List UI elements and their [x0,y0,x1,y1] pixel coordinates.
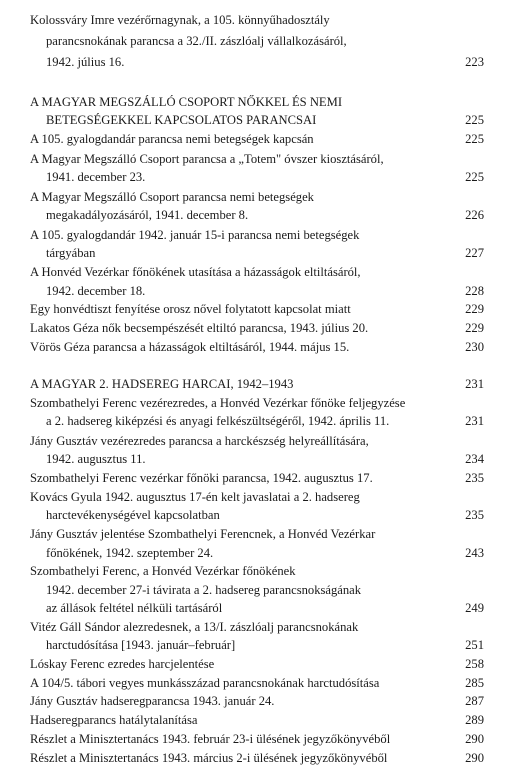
toc-page-number: 290 [465,732,484,746]
toc-entry-text: Egy honvédtiszt fenyítése orosz nővel folytatott kapcsolat miatt [30,302,351,316]
toc-page-number: 290 [465,751,484,765]
toc-entry-text: Kovács Gyula 1942. augusztus 17-én kelt javaslatai a 2. hadsereg [30,490,360,504]
toc-entry-text: az állások feltétel nélküli tartásáról [46,601,223,615]
toc-entry-continuation [0,54,508,70]
toc-entry-text: Részlet a Minisztertanács 1943. február 23-i ülésének jegyzőkönyvéből [30,732,391,746]
toc-entry-text: A Magyar Megszálló Csoport parancsa a „Totem" óvszer kiosztásáról, [30,152,384,166]
toc-entry-text: Részlet a Minisztertanács 1943. március 2-i ülésének jegyzőkönyvéből [30,751,388,765]
section-heading-text: A MAGYAR MEGSZÁLLÓ CSOPORT NŐKKEL ÉS NEMI [30,95,343,109]
section-heading [0,94,508,110]
toc-entry-text: A 105. gyalogdandár 1942. január 15-i parancsa nemi betegségek [30,228,360,242]
toc-entry-continuation [0,582,508,598]
toc-entry-text: Jány Gusztáv jelentése Szombathelyi Ferencnek, a Honvéd Vezérkar [30,527,376,541]
toc-entry-text: 1942. december 27-i távirata a 2. hadsereg parancsnokságának [46,583,362,597]
toc-page-number: 223 [465,55,484,69]
toc-entry-continuation [0,637,508,653]
toc-entry [0,526,508,542]
toc-entry-text: Vitéz Gáll Sándor alezredesnek, a 13/I. zászlóalj parancsnokának [30,620,359,634]
toc-page-number: 229 [465,321,484,335]
toc-entry-text: főnökének, 1942. szeptember 24. [46,546,214,560]
toc-entry-text: Vörös Géza parancsa a házasságok eltiltásáról, 1944. május 15. [30,340,350,354]
toc-entry-continuation [0,169,508,185]
toc-page-number: 234 [465,452,484,466]
toc-entry [0,12,508,28]
toc-entry [0,189,508,205]
toc-page-number: 228 [465,284,484,298]
toc-entry-text: harctevékenységével kapcsolatban [46,508,220,522]
toc-page-number: 231 [465,414,484,428]
toc-entry [0,433,508,449]
toc-entry [0,470,508,486]
toc-page-number: 235 [465,508,484,522]
toc-entry-continuation [0,600,508,616]
toc-entry [0,619,508,635]
toc-page-number: 251 [465,638,484,652]
toc-entry-text: Jány Gusztáv vezérezredes parancsa a harckészség helyreállítására, [30,434,369,448]
toc-entry [0,563,508,579]
toc-entry-text: 1942. július 16. [46,55,125,69]
toc-page-number: 231 [465,377,484,391]
toc-entry-text: 1941. december 23. [46,170,146,184]
toc-page-number: 289 [465,713,484,727]
toc-entry-text: A Magyar Megszálló Csoport parancsa nemi betegségek [30,190,314,204]
toc-entry [0,489,508,505]
toc-entry-text: A 105. gyalogdandár parancsa nemi betegségek kapcsán [30,132,314,146]
toc-entry-text: Szombathelyi Ferenc, a Honvéd Vezérkar főnökének [30,564,296,578]
toc-entry-continuation [0,413,508,429]
toc-page-number: 226 [465,208,484,222]
toc-entry-text: a 2. hadsereg kiképzési és anyagi felkészültségéről, 1942. április 11. [46,414,390,428]
toc-entry [0,731,508,747]
toc-page-number: 235 [465,471,484,485]
toc-page-number: 229 [465,302,484,316]
toc-page-number: 225 [465,132,484,146]
toc-entry [0,656,508,672]
toc-entry [0,227,508,243]
toc-entry-text: Kolossváry Imre vezérőrnagynak, a 105. könnyűhadosztály [30,13,330,27]
toc-entry [0,264,508,280]
toc-page-number: 225 [465,170,484,184]
section-heading [0,376,508,392]
section-heading-text: BETEGSÉGEKKEL KAPCSOLATOS PARANCSAI [46,113,317,127]
toc-entry-continuation [0,451,508,467]
toc-entry [0,395,508,411]
toc-entry-text: tárgyában [46,246,96,260]
toc-entry-text: 1942. december 18. [46,284,146,298]
toc-entry-text: megakadályozásáról, 1941. december 8. [46,208,249,222]
toc-entry-continuation [0,207,508,223]
toc-entry [0,320,508,336]
toc-entry-continuation [0,33,508,49]
toc-entry-text: harctudósítása [1943. január–február] [46,638,236,652]
section-heading [0,112,508,128]
toc-entry-continuation [0,545,508,561]
toc-entry-continuation [0,507,508,523]
toc-entry [0,301,508,317]
toc-entry-text: Lóskay Ferenc ezredes harcjelentése [30,657,215,671]
toc-entry [0,151,508,167]
toc-entry-text: Lakatos Géza nők becsempészését eltiltó parancsa, 1943. július 20. [30,321,369,335]
toc-page-number: 227 [465,246,484,260]
toc-entry [0,675,508,691]
toc-entry-text: Jány Gusztáv hadseregparancsa 1943. január 24. [30,694,275,708]
toc-entry [0,131,508,147]
toc-entry-continuation [0,283,508,299]
toc-entry [0,693,508,709]
toc-page-number: 225 [465,113,484,127]
toc-entry-text: A 104/5. tábori vegyes munkásszázad parancsnokának harctudósítása [30,676,380,690]
toc-entry [0,339,508,355]
toc-entry-text: Szombathelyi Ferenc vezérkar főnöki parancsa, 1942. augusztus 17. [30,471,373,485]
toc-page-number: 258 [465,657,484,671]
toc-page-number: 243 [465,546,484,560]
toc-entry-text: parancsnokának parancsa a 32./II. zászlóalj vállalkozásáról, [46,34,347,48]
toc-entry-text: Hadseregparancs hatálytalanítása [30,713,198,727]
toc-entry-text: Szombathelyi Ferenc vezérezredes, a Honvéd Vezérkar főnöke feljegyzése [30,396,406,410]
section-heading-text: A MAGYAR 2. HADSEREG HARCAI, 1942–1943 [30,377,294,391]
toc-entry-continuation [0,245,508,261]
toc-entry [0,750,508,766]
toc-page-number: 285 [465,676,484,690]
toc-entry-text: A Honvéd Vezérkar főnökének utasítása a házasságok eltiltásáról, [30,265,361,279]
toc-page-number: 249 [465,601,484,615]
toc-page-number: 230 [465,340,484,354]
toc-entry-text: 1942. augusztus 11. [46,452,146,466]
toc-entry [0,712,508,728]
toc-page-number: 287 [465,694,484,708]
